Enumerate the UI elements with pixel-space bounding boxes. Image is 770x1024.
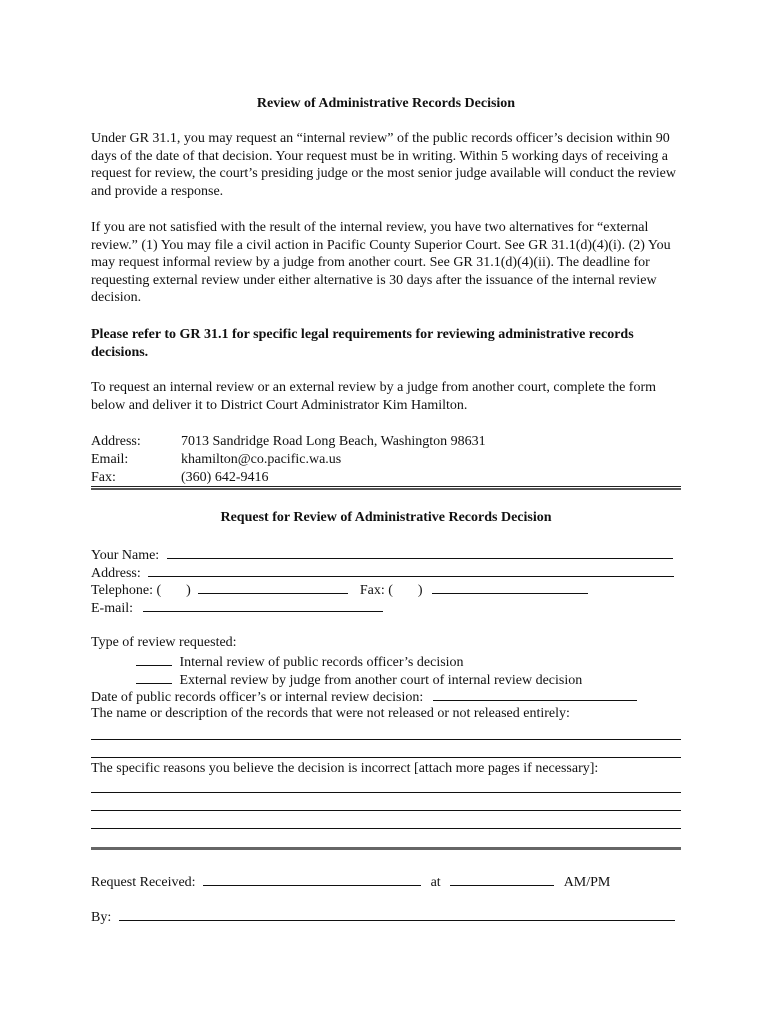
- fax-label: Fax: (: [359, 583, 393, 598]
- your-name-field[interactable]: [167, 545, 673, 559]
- request-received-row: [91, 872, 610, 892]
- email-row: [91, 598, 383, 618]
- external-review-checkbox[interactable]: [136, 670, 172, 684]
- telephone-label: Telephone: (: [91, 583, 162, 598]
- external-review-label: External review by judge from another court of internal review decision: [179, 673, 583, 688]
- decision-date-label: Date of public records officer’s or internal review decision:: [91, 690, 424, 705]
- records-description-line-2[interactable]: [91, 757, 681, 758]
- address-label: Address:: [91, 566, 141, 581]
- reasons-line-3[interactable]: [91, 828, 681, 829]
- office-use-divider: [91, 847, 681, 850]
- section-divider: [91, 486, 681, 490]
- ampm-label: AM/PM: [563, 875, 611, 890]
- request-received-label: Request Received:: [91, 875, 196, 890]
- page-title: Review of Administrative Records Decision: [256, 96, 516, 111]
- internal-review-label: Internal review of public records officer’s decision: [179, 655, 464, 670]
- intro-paragraph: Under GR 31.1, you may request an “internal review” of the public records officer’s decision within 90 days of the date of that decision. Your request must be in writing. Within 5 working days of receiving a request for review, the court’s presiding judge or the most senior judge available will conduct the review and provide a response.: [91, 131, 676, 199]
- by-row: [91, 907, 675, 927]
- decision-date-row: [91, 687, 637, 707]
- telephone-close-paren: ): [186, 583, 191, 598]
- records-description-line-1[interactable]: [91, 739, 681, 740]
- telephone-fax-row: [91, 580, 588, 600]
- contact-fax-label: Fax:: [91, 470, 116, 485]
- external-review-paragraph: If you are not satisfied with the result of the internal review, you have two alternatives for “external review.” (1) You may file a civil action in Pacific County Superior Court. See GR 31.1(d)(4)(i). (2) You may request informal review by a judge from another court. See GR 31.1(d)(4)(ii). The deadline for requesting external review under either alternative is 30 days after the issuance of the internal review decision.: [91, 220, 671, 305]
- your-name-label: Your Name:: [91, 548, 160, 563]
- internal-review-option: [136, 652, 464, 672]
- request-received-time-field[interactable]: [450, 872, 554, 886]
- internal-review-checkbox[interactable]: [136, 652, 172, 666]
- fax-close-paren: ): [417, 583, 423, 598]
- telephone-field[interactable]: [198, 580, 348, 594]
- form-title: Request for Review of Administrative Records Decision: [220, 510, 552, 525]
- contact-fax-value: (360) 642-9416: [181, 470, 269, 485]
- contact-address-label: Address:: [91, 434, 141, 449]
- instructions-paragraph: To request an internal review or an external review by a judge from another court, complete the form below and deliver it to District Court Administrator Kim Hamilton.: [91, 380, 657, 413]
- address-field[interactable]: [148, 563, 674, 577]
- refer-paragraph: Please refer to GR 31.1 for specific legal requirements for reviewing administrative records decisions.: [91, 327, 634, 360]
- request-received-date-field[interactable]: [203, 872, 421, 886]
- records-description-label: The name or description of the records that were not released or not released entirely:: [91, 706, 570, 721]
- reasons-line-1[interactable]: [91, 792, 681, 793]
- by-field[interactable]: [119, 907, 675, 921]
- reasons-line-2[interactable]: [91, 810, 681, 811]
- at-label: at: [430, 875, 441, 890]
- email-field[interactable]: [143, 598, 383, 612]
- review-type-label: Type of review requested:: [91, 635, 237, 650]
- by-label: By:: [91, 910, 112, 925]
- decision-date-field[interactable]: [433, 687, 637, 701]
- your-name-row: [91, 545, 673, 565]
- email-label: E-mail:: [91, 601, 133, 616]
- fax-field[interactable]: [432, 580, 588, 594]
- contact-email-value: khamilton@co.pacific.wa.us: [181, 452, 342, 467]
- contact-address-value: 7013 Sandridge Road Long Beach, Washington 98631: [181, 434, 486, 449]
- reasons-label: The specific reasons you believe the decision is incorrect [attach more pages if necessary]:: [91, 761, 599, 776]
- contact-email-label: Email:: [91, 452, 129, 467]
